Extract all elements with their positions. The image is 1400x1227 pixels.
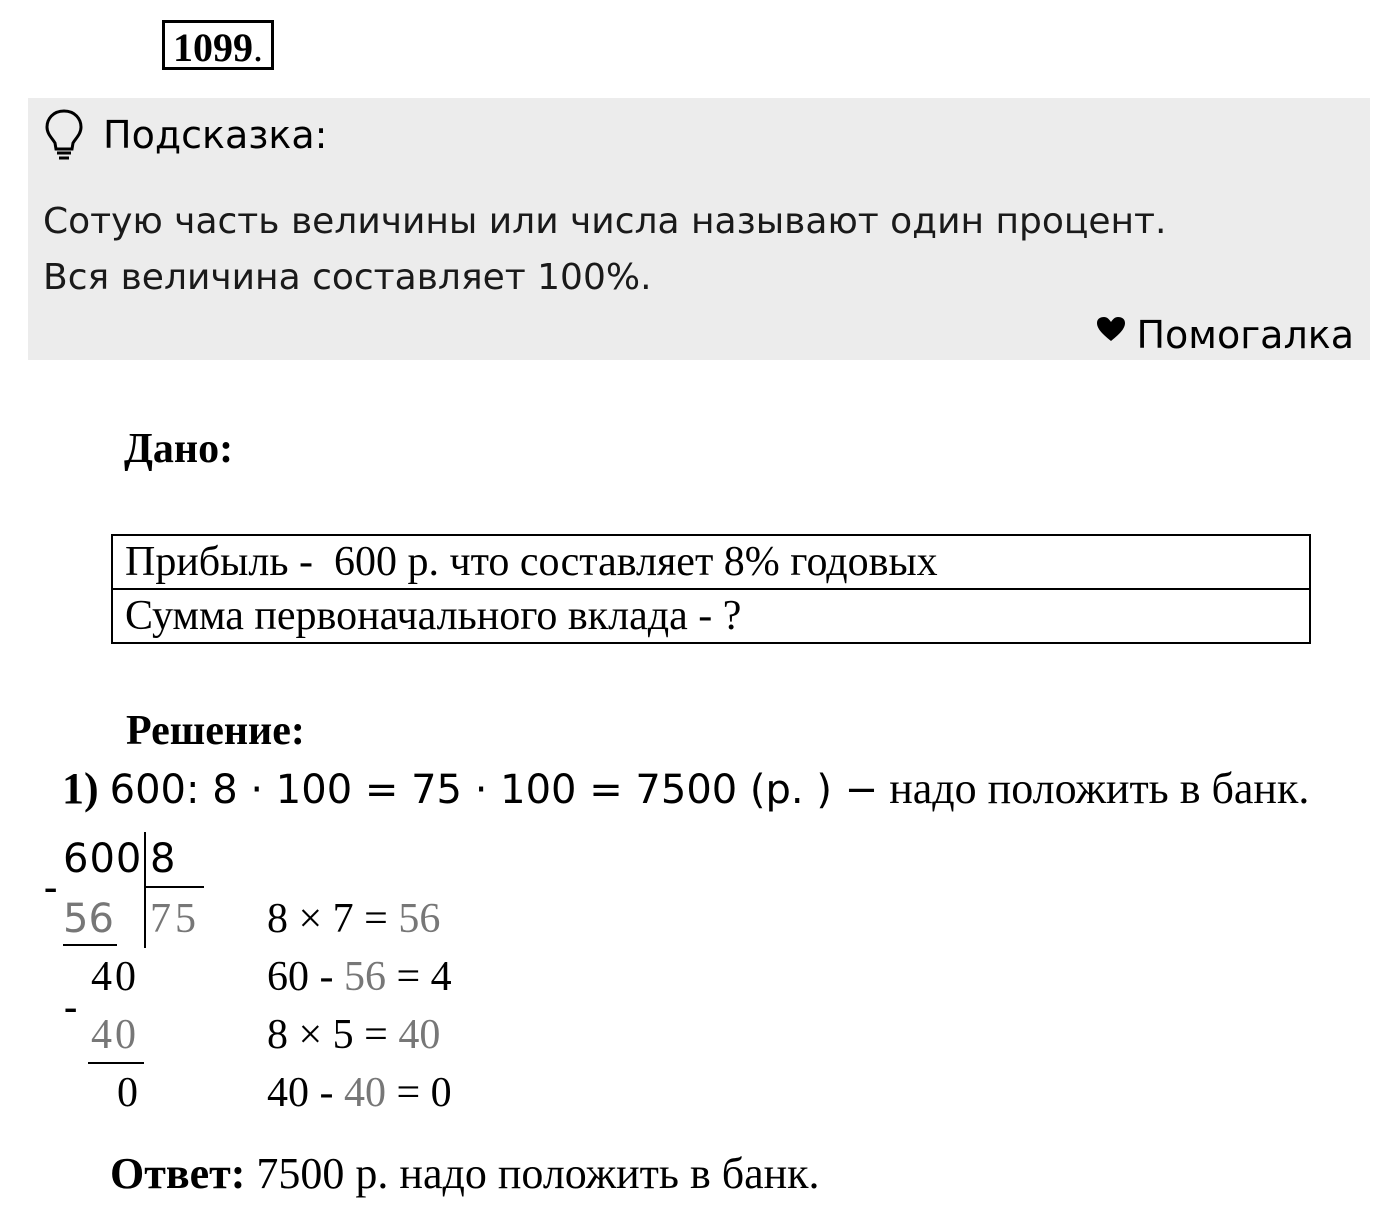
problem-number-value: 1099 (173, 25, 253, 70)
division-quotient: 75 (150, 896, 200, 942)
given-cell-1: Прибыль - 600 р. что составляет 8% годовых (112, 535, 1310, 589)
minus-sign-2: - (64, 984, 78, 1029)
note-4 (267, 1068, 452, 1118)
lightbulb-icon (44, 108, 84, 162)
step-text: надо положить в банк. (878, 764, 1310, 813)
division-divisor: 8 (150, 836, 176, 882)
division-subtrahend-2: 40 (91, 1012, 139, 1058)
minus-sign-1: - (44, 864, 58, 909)
note-1 (267, 894, 440, 944)
given-table (111, 534, 1311, 644)
note-3-gray: 40 (398, 1012, 441, 1058)
given-heading: Дано: (124, 426, 234, 472)
note-1-left: 8 × 7 = (267, 896, 399, 942)
solution-step-1 (62, 763, 1309, 816)
step-expression: 600: 8 · 100 = 75 · 100 = 7500 (р. ) − (109, 767, 879, 813)
sub1-underline (63, 944, 117, 946)
hint-line-1: Сотую часть величины или числа называют один процент. (43, 201, 1167, 242)
note-1-gray: 56 (398, 896, 441, 942)
sub2-underline (88, 1062, 144, 1064)
hint-title: Подсказка: (103, 113, 328, 157)
solution-heading: Решение: (126, 708, 305, 754)
given-cell-2: Сумма первоначального вклада - ? (112, 589, 1310, 643)
division-dividend: 600 (63, 836, 143, 882)
note-4-left: 40 - (267, 1070, 344, 1116)
division-vertical-line (144, 832, 146, 948)
brand-text: Помогалка (1136, 313, 1354, 357)
note-2-left: 60 - (267, 954, 344, 1000)
answer (110, 1148, 820, 1200)
step-label: 1) (62, 764, 99, 813)
answer-text: 7500 р. надо положить в банк. (245, 1149, 820, 1198)
note-2 (267, 952, 452, 1002)
note-3 (267, 1010, 440, 1060)
note-2-gray: 56 (344, 954, 386, 1000)
division-remainder-2: 0 (117, 1070, 138, 1116)
note-2-right: = 4 (386, 954, 452, 1000)
note-3-left: 8 × 5 = (267, 1012, 399, 1058)
division-subtrahend-1: 56 (63, 896, 114, 942)
given-row-2 (112, 589, 1310, 643)
problem-number (162, 20, 274, 70)
answer-label: Ответ: (110, 1149, 246, 1198)
problem-number-suffix: . (253, 25, 263, 70)
given-row-1 (112, 535, 1310, 589)
division-remainder-1: 40 (91, 954, 139, 1000)
heart-icon (1096, 316, 1126, 342)
brand-label (1096, 312, 1354, 358)
note-4-right: = 0 (386, 1070, 452, 1116)
divisor-underline (146, 886, 204, 888)
hint-line-2: Вся величина составляет 100%. (43, 257, 652, 298)
note-4-gray: 40 (344, 1070, 386, 1116)
